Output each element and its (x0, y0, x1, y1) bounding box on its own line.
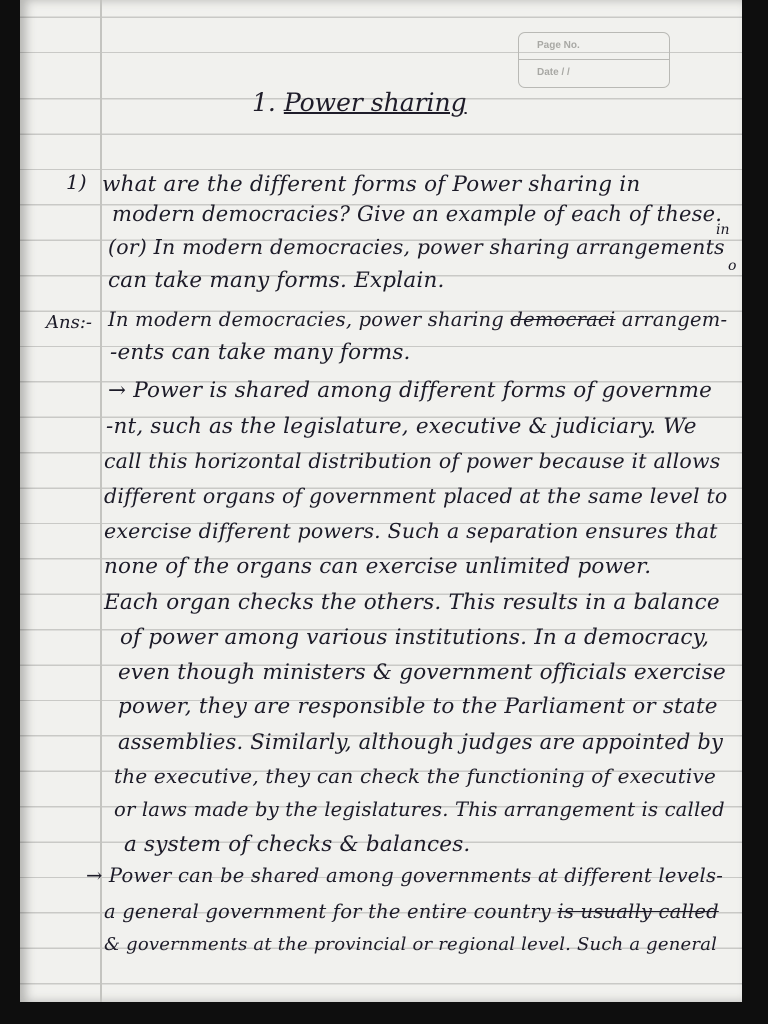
text-line-11: exercise different powers. Such a separation ensures that (104, 519, 718, 543)
text-line-6: -ents can take many forms. (110, 340, 411, 365)
text-line-13: Each organ checks the others. This results in a balance (104, 590, 720, 615)
text-line-17: assemblies. Similarly, although judges are appointed by (118, 730, 724, 754)
text-line-18: the executive, they can check the functioning of executive (114, 764, 717, 788)
text-line-4: can take many forms. Explain. (108, 268, 445, 293)
text-line-15: even though ministers & government officials exercise (118, 660, 726, 685)
text-line-19: or laws made by the legislatures. This arrangement is called (114, 798, 725, 821)
line5-main: In modern democracies, power sharing (108, 308, 504, 331)
text-line-21: → Power can be shared among governments at different levels- (86, 864, 723, 887)
edge-mark-1: in (716, 222, 730, 238)
text-line-7: → Power is shared among different forms of governme (108, 378, 713, 403)
text-line-5 (108, 308, 727, 331)
text-line-10: different organs of government placed at the same level to (104, 484, 728, 508)
answer-label: Ans:- (46, 312, 92, 333)
page-no-field: Page No. (537, 40, 580, 51)
text-line-1: what are the different forms of Power sharing in (102, 172, 641, 197)
line5-tail: arrangem- (621, 308, 728, 331)
text-line-16: power, they are responsible to the Parliament or state (118, 694, 718, 719)
text-line-2: modern democracies? Give an example of each of these. (112, 202, 723, 226)
margin-line (100, 0, 102, 1002)
line5-struck: democraci (510, 308, 616, 331)
edge-mark-2: o (728, 258, 737, 274)
line22-struck: is usually called (557, 900, 719, 923)
text-line-22 (104, 900, 719, 923)
text-line-12: none of the organs can exercise unlimited power. (104, 554, 652, 579)
page-title (252, 88, 467, 117)
text-line-20: a system of checks & balances. (124, 832, 471, 857)
title-text: Power sharing (283, 88, 467, 117)
text-line-8: -nt, such as the legislature, executive & judiciary. We (106, 414, 697, 439)
text-line-9: call this horizontal distribution of power because it allows (104, 449, 721, 473)
text-line-3: (or) In modern democracies, power sharing arrangements (108, 235, 725, 259)
page-info-box (518, 32, 670, 88)
notebook-page (20, 0, 742, 1002)
question-number: 1) (66, 170, 87, 194)
line22-main: a general government for the entire country (104, 900, 552, 923)
text-line-23: & governments at the provincial or regional level. Such a general (104, 934, 718, 955)
title-number: 1. (252, 88, 276, 117)
text-line-14: of power among various institutions. In a democracy, (120, 625, 710, 650)
date-field: Date / / (519, 59, 669, 86)
